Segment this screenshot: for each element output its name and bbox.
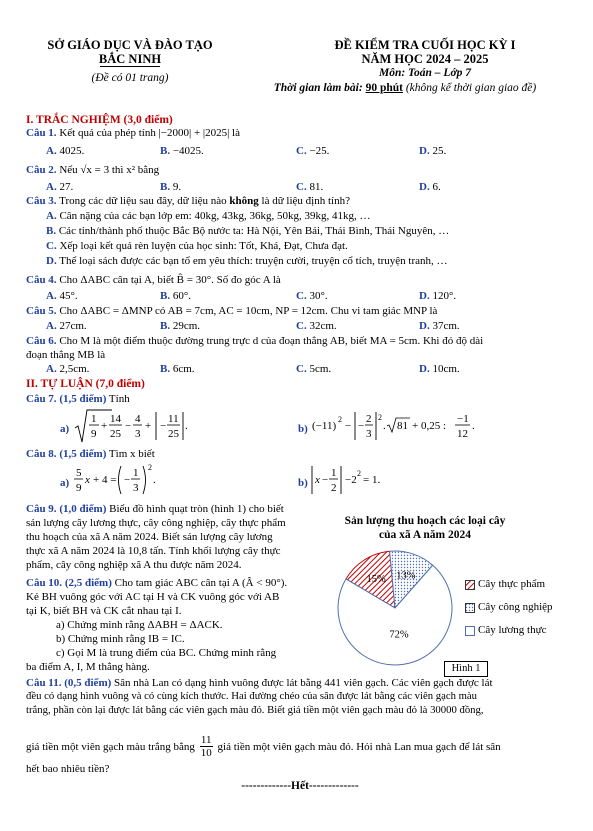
q2-option-c: 81. — [309, 181, 324, 193]
q1-option-a: 4025. — [59, 145, 85, 157]
exam-subject: Môn: Toán – Lớp 7 — [378, 67, 471, 79]
q1-option-b: −4025. — [172, 145, 204, 157]
exam-title: ĐỀ KIỂM TRA CUỐI HỌC KỲ I — [334, 38, 516, 52]
q1-options: A. 4025. B. −4025. C. −25. D. 25. — [46, 145, 447, 157]
header-department: SỞ GIÁO DỤC VÀ ĐÀO TẠO — [47, 38, 213, 52]
q9-line-1: Biểu đồ hình quạt tròn (hình 1) cho biết — [109, 503, 284, 515]
q2-stem — [26, 163, 571, 177]
legend-item-food-crops — [465, 573, 553, 596]
q11-fraction-den: 10 — [200, 747, 212, 760]
pie-label-0: 15% — [366, 574, 386, 586]
svg-text:.: . — [153, 474, 156, 486]
q10-part-c-2: ba điểm A, I, M thẳng hàng. — [26, 661, 150, 674]
q6-stem-2: đoạn thẳng MB là — [26, 349, 106, 361]
q3-option-b: Các tỉnh/thành phố thuộc Bắc Bộ nước ta: Hà Nội, Yên Bái, Thái Bình, Thái Nguyên, … — [58, 225, 450, 237]
section-essay: II. TỰ LUẬN (7,0 điểm) — [26, 378, 145, 390]
svg-text:11: 11 — [168, 413, 179, 425]
q1-stem — [26, 126, 571, 140]
q10-block — [26, 576, 331, 675]
svg-text:+ 0,25 :: + 0,25 : — [412, 420, 447, 432]
q3-text-c: là dữ liệu định tính? — [261, 195, 350, 207]
q3-option-a: Cân nặng của các bạn lớp em: 40kg, 43kg, 36kg, 50kg, 39kg, 41kg, … — [59, 210, 371, 222]
q3-option-b-row: B. Các tỉnh/thành phố thuộc Bắc Bộ nước ta: Hà Nội, Yên Bái, Thái Bình, Thái Nguyên, … — [46, 225, 450, 237]
svg-text:9: 9 — [76, 482, 82, 494]
svg-text:x: x — [85, 474, 90, 486]
svg-text:1: 1 — [133, 467, 139, 479]
svg-text:12: 12 — [457, 428, 468, 440]
q10-part-a: a) Chứng minh rằng ΔABH = ΔACK. — [56, 619, 223, 632]
q5-option-c: 32cm. — [309, 320, 337, 332]
q9-line-3: thu hoạch của xã A năm 2024. Biết sản lượng cây lương — [26, 531, 273, 544]
svg-text:25: 25 — [168, 428, 179, 440]
legend-label-industrial: Cây công nghiệp — [478, 601, 553, 614]
q9-block — [26, 502, 326, 572]
svg-text:1: 1 — [91, 413, 97, 425]
svg-text:+ 4 =: + 4 = — [93, 474, 117, 486]
q6-stem — [26, 334, 571, 348]
q7-label: Câu 7. — [26, 393, 57, 405]
q2-text: Nếu √x = 3 thì x² bằng — [59, 164, 160, 176]
q4-option-b: 60°. — [172, 290, 191, 302]
q9-points: (1,0 điểm) — [59, 503, 107, 515]
q1-option-c: −25. — [309, 145, 330, 157]
q4-option-c: 30°. — [309, 290, 328, 302]
q6-label: Câu 6. — [26, 335, 57, 347]
q3-option-d: Thể loại sách được các bạn tổ em yêu thích: truyện cười, truyện cổ tích, truyện tranh, … — [59, 255, 448, 267]
svg-text:.: . — [185, 420, 188, 432]
q3-option-a-row: A. Cân nặng của các bạn lớp em: 40kg, 43kg, 36kg, 50kg, 39kg, 41kg, … — [46, 210, 371, 222]
svg-text:.: . — [383, 420, 386, 432]
q7-a-label: a) — [60, 423, 70, 435]
q11-fraction-num: 11 — [200, 734, 212, 746]
header-province-underline — [100, 66, 160, 67]
q8-stem — [26, 447, 571, 461]
q4-text: Cho ΔABC cân tại A, biết B̂ = 30°. Số đo góc A là — [59, 274, 281, 286]
svg-text:2: 2 — [148, 463, 152, 472]
svg-text:x: x — [315, 474, 320, 486]
q4-options: A. 45°. B. 60°. C. 30°. D. 120°. — [46, 290, 457, 302]
svg-text:3: 3 — [366, 428, 372, 440]
q4-label: Câu 4. — [26, 274, 57, 286]
q3-option-c: Xếp loại kết quả rèn luyện của học sinh: Tốt, Khá, Đạt, Chưa đạt. — [59, 240, 348, 252]
header-province: BẮC NINH — [98, 52, 162, 66]
q6-text1: Cho M là một điểm thuộc đường trung trực d của đoạn thẳng AB, biết MA = 5cm. Khi đó độ dài — [59, 335, 484, 347]
svg-text:−: − — [160, 420, 167, 432]
svg-text:81: 81 — [397, 420, 408, 432]
q1-label: Câu 1. — [26, 127, 57, 139]
q9-line-4: thực xã A năm 2024 là 10,8 tấn. Tính khối lượng cây thực — [26, 545, 281, 558]
svg-text:.: . — [472, 420, 475, 432]
section-multiple-choice: I. TRẮC NGHIỆM (3,0 điểm) — [26, 114, 173, 126]
legend-label-grain: Cây lương thực — [478, 624, 547, 637]
q5-text: Cho ΔABC = ΔMNP có AB = 7cm, AC = 10cm, NP = 12cm. Chu vi tam giác MNP là — [59, 305, 438, 317]
q4-stem — [26, 273, 571, 287]
q3-stem — [26, 194, 571, 208]
q3-label: Câu 3. — [26, 195, 57, 207]
svg-text:2: 2 — [378, 413, 382, 422]
exam-time-label: Thời gian làm bài: — [273, 82, 363, 94]
q6-option-d: 10cm. — [432, 363, 460, 375]
q9-label: Câu 9. — [26, 503, 57, 515]
figure-caption: Hình 1 — [444, 661, 488, 677]
q11-line-3: trắng, phần còn lại được lát bằng các viên gạch màu đỏ. Biết giá tiền một viên gạch màu đỏ là 30000 đồng, — [26, 704, 484, 716]
q5-options: A. 27cm. B. 29cm. C. 32cm. D. 37cm. — [46, 320, 460, 332]
svg-text:14: 14 — [110, 413, 121, 425]
exam-time — [235, 81, 575, 96]
q8-a-label: a) — [60, 477, 70, 489]
svg-text:−: − — [345, 420, 352, 432]
q8-a-expression — [74, 460, 164, 500]
q3-text-b: không — [229, 195, 259, 207]
svg-text:3: 3 — [135, 428, 141, 440]
q11-text-4b: giá tiền một viên gạch màu đỏ. Hỏi nhà Lan mua gạch để lát sân — [217, 740, 501, 753]
legend-item-industrial-crops — [465, 596, 553, 619]
q4-option-a: 45°. — [59, 290, 78, 302]
svg-text:3: 3 — [133, 482, 139, 494]
pie-label-2: 72% — [389, 629, 409, 641]
legend-item-grain-crops — [465, 619, 553, 642]
q10-points: (2,5 điểm) — [64, 577, 112, 589]
svg-text:(−11): (−11) — [312, 420, 337, 432]
q3-option-d-row: D. Thể loại sách được các bạn tổ em yêu thích: truyện cười, truyện cổ tích, truyện tranh, … — [46, 255, 448, 267]
q2-option-d: 6. — [432, 181, 441, 193]
svg-text:2: 2 — [357, 469, 361, 478]
svg-text:25: 25 — [110, 428, 121, 440]
q11-line-4 — [26, 734, 576, 759]
q10-line-3: tại K, biết BH và CK cắt nhau tại I. — [26, 605, 182, 618]
svg-text:1: 1 — [331, 467, 337, 479]
q9-line-5: phẩm, cây công nghiệp xã A thu được năm 2024. — [26, 559, 242, 572]
legend-swatch-industrial — [465, 603, 475, 613]
svg-text:−1: −1 — [457, 413, 469, 425]
q2-option-b: 9. — [172, 181, 182, 193]
q8-b-label: b) — [298, 477, 308, 489]
q11-line-5: hết bao nhiêu tiền? — [26, 763, 110, 775]
q11-line-1 — [26, 676, 571, 690]
q8-points: (1,5 điểm) — [59, 448, 107, 460]
q6-option-a: 2,5cm. — [59, 363, 90, 375]
svg-text:4: 4 — [135, 413, 141, 425]
q9-line-2: sản lượng cây lương thực, cây công nghiệp, cây thực phẩm — [26, 517, 286, 530]
svg-text:5: 5 — [76, 467, 82, 479]
q5-option-a: 27cm. — [59, 320, 87, 332]
chart-subtitle: của xã A năm 2024 — [378, 529, 471, 541]
legend-swatch-food — [465, 580, 475, 590]
svg-text:9: 9 — [91, 428, 97, 440]
q11-fraction — [200, 734, 213, 759]
q10-part-c: c) Gọi M là trung điểm của BC. Chứng minh rằng — [56, 647, 277, 660]
q6-option-b: 6cm. — [172, 363, 195, 375]
svg-text:+: + — [145, 420, 152, 432]
q3-option-c-row: C. Xếp loại kết quả rèn luyện của học sinh: Tốt, Khá, Đạt, Chưa đạt. — [46, 240, 348, 252]
q10-label: Câu 10. — [26, 577, 63, 589]
svg-text:−: − — [322, 474, 329, 486]
svg-text:−2: −2 — [345, 474, 357, 486]
pie-label-1: 13% — [396, 570, 416, 582]
legend-label-food: Cây thực phẩm — [478, 578, 546, 591]
q11-line-2: đều có dạng hình vuông và có cùng kích thước. Hai đường chéo của sân được lát bằng các viên gạch màu — [26, 690, 477, 702]
q8-label: Câu 8. — [26, 448, 57, 460]
q1-text: Kết quả của phép tính |−2000| + |2025| là — [59, 127, 240, 139]
q6-option-c: 5cm. — [309, 363, 332, 375]
svg-text:−: − — [358, 420, 365, 432]
exam-time-value: 90 phút — [365, 82, 403, 94]
q11-points: (0,5 điểm) — [64, 677, 112, 689]
q5-stem — [26, 304, 571, 318]
chart-title: Sản lượng thu hoạch các loại cây — [344, 515, 506, 527]
exam-year: NĂM HỌC 2024 – 2025 — [361, 52, 489, 66]
end-marker: -------------Hết------------- — [241, 780, 359, 792]
q8-text: Tìm x biết — [108, 448, 155, 460]
q7-points: (1,5 điểm) — [59, 393, 107, 405]
q5-option-d: 37cm. — [432, 320, 460, 332]
svg-text:2: 2 — [338, 415, 342, 424]
q7-a-expression — [74, 406, 194, 446]
q10-line-1: Cho tam giác ABC cân tại A (Â < 90°). — [114, 577, 288, 589]
pie-chart — [325, 545, 465, 675]
q2-label: Câu 2. — [26, 164, 57, 176]
svg-text:+: + — [101, 420, 108, 432]
q11-text-4a: giá tiền một viên gạch màu trắng bằng — [26, 740, 195, 753]
svg-text:−: − — [124, 474, 131, 486]
q11-label: Câu 11. — [26, 677, 62, 689]
q7-text: Tính — [108, 393, 130, 405]
q5-label: Câu 5. — [26, 305, 57, 317]
svg-text:−: − — [125, 420, 132, 432]
q10-part-b: b) Chứng minh rằng IB = IC. — [56, 633, 185, 646]
svg-text:= 1.: = 1. — [363, 474, 381, 486]
q7-stem — [26, 392, 571, 406]
q10-line-2: Kẻ BH vuông góc với AC tại H và CK vuông góc với AB — [26, 591, 280, 604]
header-page-note: (Đề có 01 trang) — [91, 72, 169, 84]
q7-b-label: b) — [298, 423, 308, 435]
legend-swatch-grain — [465, 626, 475, 636]
svg-text:2: 2 — [331, 482, 337, 494]
q2-options: A. 27. B. 9. C. 81. D. 6. — [46, 181, 441, 193]
q11-text-1: Sân nhà Lan có dạng hình vuông được lát bằng 441 viên gạch. Các viên gạch được lát — [114, 677, 493, 689]
q1-option-d: 25. — [432, 145, 447, 157]
q4-option-d: 120°. — [432, 290, 457, 302]
q8-b-expression — [310, 460, 405, 500]
q5-option-b: 29cm. — [172, 320, 201, 332]
q2-option-a: 27. — [59, 181, 74, 193]
q7-b-expression — [310, 406, 485, 446]
svg-text:2: 2 — [366, 413, 372, 425]
q6-options: A. 2,5cm. B. 6cm. C. 5cm. D. 10cm. — [46, 363, 460, 375]
q3-text-a: Trong các dữ liệu sau đây, dữ liệu nào — [59, 195, 227, 207]
chart-legend — [465, 573, 553, 642]
exam-time-note: (không kể thời gian giao đề) — [405, 82, 537, 94]
